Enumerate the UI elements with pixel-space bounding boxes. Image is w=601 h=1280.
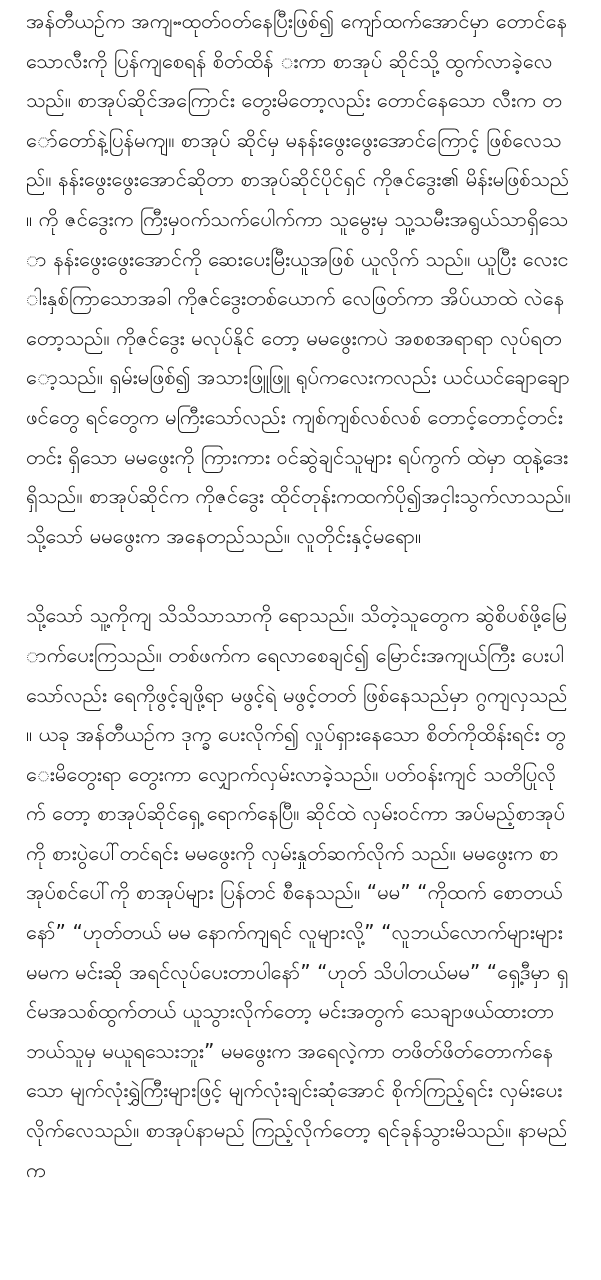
story-paragraph-1: အန်တီယဉ်က အကျႌထုတ်ဝတ်နေပြီးဖြစ်၍ ကျော်ထက်အောင်မှာ တောင်နေသောလီးကို ပြန်ကျစေရန် စိတ်ထိန် းကာ စာအုပ် ဆိုင်သို့ ထွက်လာခဲ့လေသည်။ စာအုပ်ဆိုင်အကြောင်း တွေးမိတော့လည်း တောင်နေသော လီးက တော်တော်နဲ့ပြန်မကျ။ စာအုပ် ဆိုင်မှ မနန်းဖွေးဖွေးအောင်ကြောင့် ဖြစ်လေသည်။ နန်းဖွေးဖွေးအောင်ဆိုတာ စာအုပ်ဆိုင်ပိုင်ရှင် ကိုဇင်ဒွေး၏ မိန်းမဖြစ်သည်။ ကို ဇင်ဒွေးက ကြီးမှဝက်သက်ပေါက်ကာ သူမွေးမှ သူ့သမီးအရွယ်သာရှိသော နန်းဖွေးဖွေးအောင်ကို ဆေးပေးမြီးယူအဖြစ် ယူလိုက် သည်။ ယူပြီး လေးငါးနှစ်ကြာသောအခါ ကိုဇင်ဒွေးတစ်ယောက် လေဖြတ်ကာ အိပ်ယာထဲ လဲနေတော့သည်။ ကိုဇင်ဒွေး မလုပ်နိုင် တော့ မမဖွေးကပဲ အစစအရာရာ လုပ်ရတော့သည်။ ရှမ်းမဖြစ်၍ အသားဖြူဖြူ ရုပ်ကလေးကလည်း ယင်ယင်ချောချော ဖင်တွေ ရင်တွေက မကြီးသော်လည်း ကျစ်ကျစ်လစ်လစ် တောင့်တောင့်တင်းတင်း ရှိသော မမဖွေးကို ကြားကား ဝင်ဆွဲချင်သူများ ရပ်ကွက် ထဲမှာ ထုနဲ့ဒေးရှိသည်။ စာအုပ်ဆိုင်က ကိုဇင်ဒွေး ထိုင်တုန်းကထက်ပို၍အငှါးသွက်လာသည်။ သို့သော် မမဖွေးက အနေတည်သည်။ လူတိုင်းနှင့်မရော။ [26,9,571,548]
paragraph-gap [26,556,571,596]
story-paragraph-2: သို့သော် သူ့ကိုကျ သိသိသာသာကို ရောသည်။ သိတဲ့သူတွေက ဆွဲစိပစ်ဖို့မြောက်ပေးကြသည်။ တစ်ဖက်က ရေလာစေချင်၍ မြောင်းအကျယ်ကြီး ပေးပါသော်လည်း ရေကိုဖွင့်ချဖို့ရာ မဖွင့်ရဲ မဖွင့်တတ် ဖြစ်နေသည်မှာ ဂွကျလှသည်။ ယခု အန်တီယဉ်က ဒုက္ခ ပေးလိုက်၍ လှုပ်ရှားနေသော စိတ်ကိုထိန်းရင်း တွေးမိတွေးရာ တွေးကာ လျှောက်လှမ်းလာခဲ့သည်။ ပတ်ဝန်းကျင် သတိပြုလိုက် တော့ စာအုပ်ဆိုင်ရှေ့ ရောက်နေပြီ။ ဆိုင်ထဲ လှမ်းဝင်ကာ အပ်မည့်စာအုပ်ကို စားပွဲပေါ်တင်ရင်း မမဖွေးကို လှမ်းနှုတ်ဆက်လိုက် သည်။ မမဖွေးက စာအုပ်စင်ပေါ်ကို စာအုပ်များ ပြန်တင် စီနေသည်။ “မမ” “ကိုထက် စောတယ်နော်” “ဟုတ်တယ် မမ နောက်ကျရင် လူများလို့” “လူဘယ်လောက်များများ မမက မင်းဆို အရင်လုပ်ပေးတာပါနော်” “ဟုတ် သိပါတယ်မမ” “ရှေ့ဒီမှာ ရှင်မအသစ်ထွက်တယ် ယူသွားလိုက်တော့ မင်းအတွက် သေချာဖယ်ထားတာ ဘယ်သူမှ မယူရသေးဘူး” မမဖွေးက အရေလဲ့ကာ တဖိတ်ဖိတ်တောက်နေသော မျက်လုံးရွှဲကြီးများဖြင့် မျက်လုံးချင်းဆုံအောင် စိုက်ကြည့်ရင်း လှမ်းပေးလိုက်လေသည်။ စာအုပ်နာမည် ကြည့်လိုက်တော့ ရင်ခုန်သွားမိသည်။ နာမည်က [26,603,569,1182]
